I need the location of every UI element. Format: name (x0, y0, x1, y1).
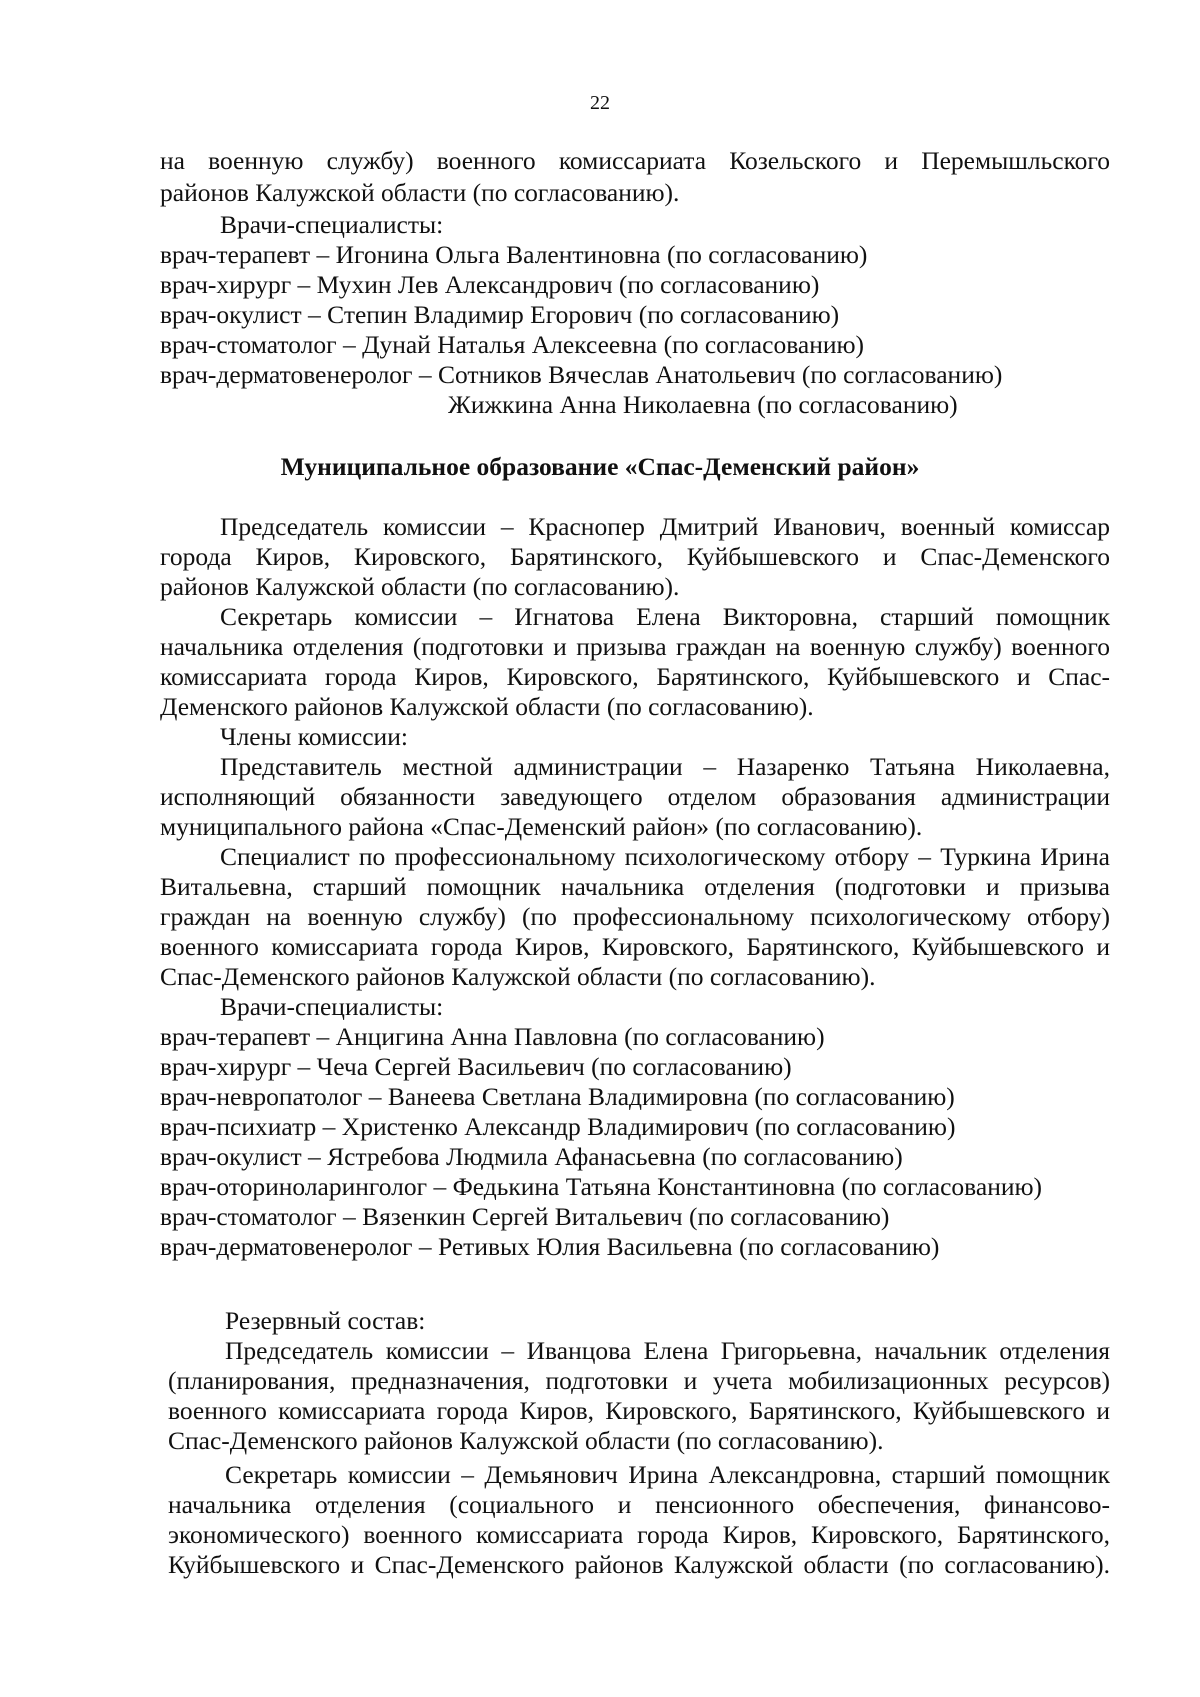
text-line: Спас-Деменского районов Калужской области (по согласованию). (168, 1426, 884, 1455)
doctor-line: врач-хирург – Мухин Лев Александрович (по согласованию) (160, 270, 820, 299)
section-heading: Муниципальное образование «Спас-Деменский район» (280, 452, 920, 481)
text-line: экономического) военного комиссариата города Киров, Кировского, Барятинского, (168, 1520, 1110, 1549)
text-line: военного комиссариата города Киров, Кировского, Барятинского, Куйбышевского и (160, 932, 1110, 961)
doctor-line: врач-невропатолог – Ванеева Светлана Владимировна (по согласованию) (160, 1082, 955, 1111)
text-line: муниципального района «Спас-Деменский район» (по согласованию). (160, 812, 923, 841)
text-line: Спас-Деменского районов Калужской области (по согласованию). (160, 962, 876, 991)
page-number: 22 (590, 92, 610, 114)
doctor-line: врач-терапевт – Анцигина Анна Павловна (по согласованию) (160, 1022, 825, 1051)
text-line: Председатель комиссии – Краснопер Дмитрий Иванович, военный комиссар (220, 512, 1110, 541)
text-line: на военную службу) военного комиссариата Козельского и Перемышльского (160, 146, 1110, 175)
text-line: Секретарь комиссии – Демьянович Ирина Александровна, старший помощник (225, 1460, 1110, 1489)
section-label: Врачи-специалисты: (220, 992, 444, 1021)
text-line: Специалист по профессиональному психологическому отбору – Туркина Ирина (220, 842, 1110, 871)
text-line: начальника отделения (социального и пенсионного обеспечения, финансово- (168, 1490, 1110, 1519)
doctor-line: врач-психиатр – Христенко Александр Владимирович (по согласованию) (160, 1112, 956, 1141)
section-label: Резервный состав: (225, 1306, 426, 1335)
doctor-line: врач-дерматовенеролог – Сотников Вячеслав Анатольевич (по согласованию) (160, 360, 1003, 389)
text-line: военного комиссариата города Киров, Кировского, Барятинского, Куйбышевского и (168, 1396, 1110, 1425)
text-line: исполняющий обязанности заведующего отделом образования администрации (160, 782, 1110, 811)
text-line: районов Калужской области (по согласованию). (160, 572, 680, 601)
text-line: Председатель комиссии – Иванцова Елена Григорьевна, начальник отделения (225, 1336, 1110, 1365)
doctor-line: врач-окулист – Ястребова Людмила Афанасьевна (по согласованию) (160, 1142, 903, 1171)
doctor-line: врач-стоматолог – Дунай Наталья Алексеевна (по согласованию) (160, 330, 865, 359)
section-label: Врачи-специалисты: (220, 210, 444, 239)
text-line: начальника отделения (подготовки и призыва граждан на военную службу) военного (160, 632, 1110, 661)
text-line: Секретарь комиссии – Игнатова Елена Викторовна, старший помощник (220, 602, 1110, 631)
text-line: (планирования, предназначения, подготовки и учета мобилизационных ресурсов) (168, 1366, 1110, 1395)
text-line: граждан на военную службу) (по профессиональному психологическому отбору) (160, 902, 1110, 931)
text-line: Витальевна, старший помощник начальника отделения (подготовки и призыва (160, 872, 1110, 901)
text-line: комиссариата города Киров, Кировского, Барятинского, Куйбышевского и Спас- (160, 662, 1110, 691)
doctor-line: врач-окулист – Степин Владимир Егорович (по согласованию) (160, 300, 840, 329)
doctor-line: врач-стоматолог – Вязенкин Сергей Витальевич (по согласованию) (160, 1202, 890, 1231)
text-line: Куйбышевского и Спас-Деменского районов Калужской области (по согласованию). (168, 1550, 1110, 1579)
doctor-line: Жижкина Анна Николаевна (по согласованию) (448, 390, 958, 419)
doctor-line: врач-хирург – Чеча Сергей Васильевич (по согласованию) (160, 1052, 792, 1081)
text-line: Деменского районов Калужской области (по согласованию). (160, 692, 814, 721)
text-line: районов Калужской области (по согласованию). (160, 178, 680, 207)
text-line: Представитель местной администрации – Назаренко Татьяна Николаевна, (220, 752, 1110, 781)
section-label: Члены комиссии: (220, 722, 408, 751)
doctor-line: врач-дерматовенеролог – Ретивых Юлия Васильевна (по согласованию) (160, 1232, 940, 1261)
doctor-line: врач-терапевт – Игонина Ольга Валентиновна (по согласованию) (160, 240, 868, 269)
doctor-line: врач-оториноларинголог – Федькина Татьяна Константиновна (по согласованию) (160, 1172, 1043, 1201)
text-line: города Киров, Кировского, Барятинского, Куйбышевского и Спас-Деменского (160, 542, 1110, 571)
